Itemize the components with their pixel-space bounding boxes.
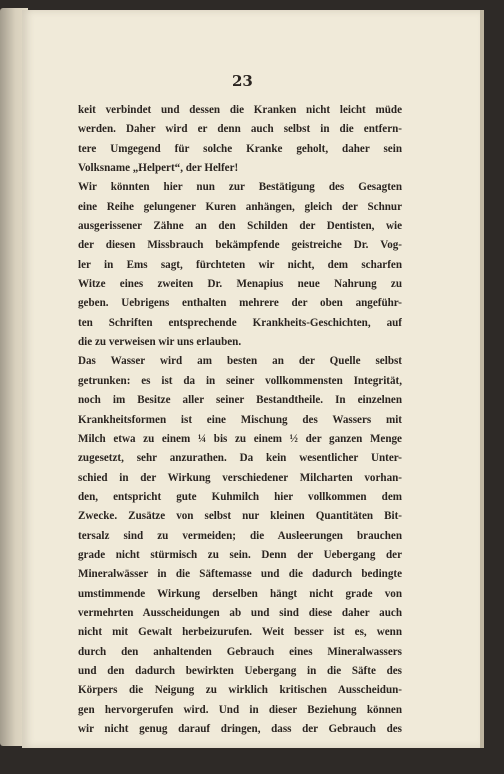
text-line: gen hervorgerufen wird. Und in dieser Beziehung können [78, 703, 402, 716]
text-line: der diesen Missbrauch bekämpfende geistreiche Dr. Vog- [78, 239, 402, 252]
text-line: eine Reihe gelungener Kuren anhängen, gleich der Schnur [78, 200, 402, 213]
text-line: Das Wasser wird am besten an der Quelle selbst [78, 355, 402, 368]
text-line: Volksname „Helpert“, der Helfer! [78, 162, 239, 175]
text-line: grade nicht stürmisch zu sein. Denn der Uebergang der [78, 548, 402, 561]
text-line: die zu verweisen wir uns erlauben. [78, 336, 242, 349]
text-line: noch im Besitze aller seiner Bestandtheile. In einzelnen [78, 394, 402, 407]
text-line: umstimmende Wirkung derselben hängt nicht grade von [78, 587, 402, 600]
text-line: getrunken: es ist da in seiner vollkommensten Integrität, [78, 374, 402, 387]
text-line: ten Schriften entsprechende Krankheits-Geschichten, auf [78, 316, 402, 329]
text-line: den, entspricht gute Kuhmilch hier vollkommen dem [78, 490, 402, 503]
text-line: Krankheitsformen ist eine Mischung des Wassers mit [78, 413, 402, 426]
text-line: Wir könnten hier nun zur Bestätigung des Gesagten [78, 181, 402, 194]
body-text [78, 101, 402, 739]
text-line: schied in der Wirkung verschiedener Milcharten vorhan- [78, 471, 402, 484]
text-line: geben. Uebrigens enthalten mehrere der oben angeführ- [78, 297, 402, 310]
text-line: Witze eines zweiten Dr. Menapius neue Nahrung zu [78, 278, 402, 291]
text-line: nicht mit Gewalt herbeizurufen. Weit besser ist es, wenn [78, 626, 402, 639]
text-line: tersalz sind zu vermeiden; die Ausleerungen brauchen [78, 529, 402, 542]
text-line: keit verbindet und dessen die Kranken nicht leicht müde [78, 104, 402, 116]
text-line: wir nicht genug darauf dringen, dass der Gebrauch des [78, 723, 402, 735]
text-line: zugesetzt, sehr anzurathen. Da kein wesentlicher Unter- [78, 452, 402, 465]
text-line: Körpers die Neigung zu wirklich kritischen Ausscheidun- [78, 684, 402, 697]
page-fore-edge [480, 10, 484, 748]
text-line: durch den anhaltenden Gebrauch eines Mineralwassers [78, 645, 402, 658]
text-line: vermehrten Ausscheidungen ab und sind diese daher auch [78, 606, 402, 619]
text-line: und den dadurch bewirkten Uebergang in die Säfte des [78, 664, 402, 677]
page-number: 23 [232, 72, 253, 90]
text-line: ler in Ems sagt, fürchteten wir nicht, dem scharfen [78, 258, 402, 271]
text-line: Milch etwa zu einem ¼ bis zu einem ½ der ganzen Menge [78, 432, 402, 445]
text-line: tere Umgegend für solche Kranke geholt, daher sein [78, 142, 402, 155]
text-line: werden. Daher wird er denn auch selbst in die entfern- [78, 123, 402, 136]
text-line: Mineralwässer in die Säftemasse und die dadurch bedingte [78, 568, 402, 581]
text-line: Zwecke. Zusätze von selbst nur kleinen Quantitäten Bit- [78, 510, 402, 523]
text-line: ausgerissener Zähne an den Schilden der Dentisten, wie [78, 220, 402, 233]
